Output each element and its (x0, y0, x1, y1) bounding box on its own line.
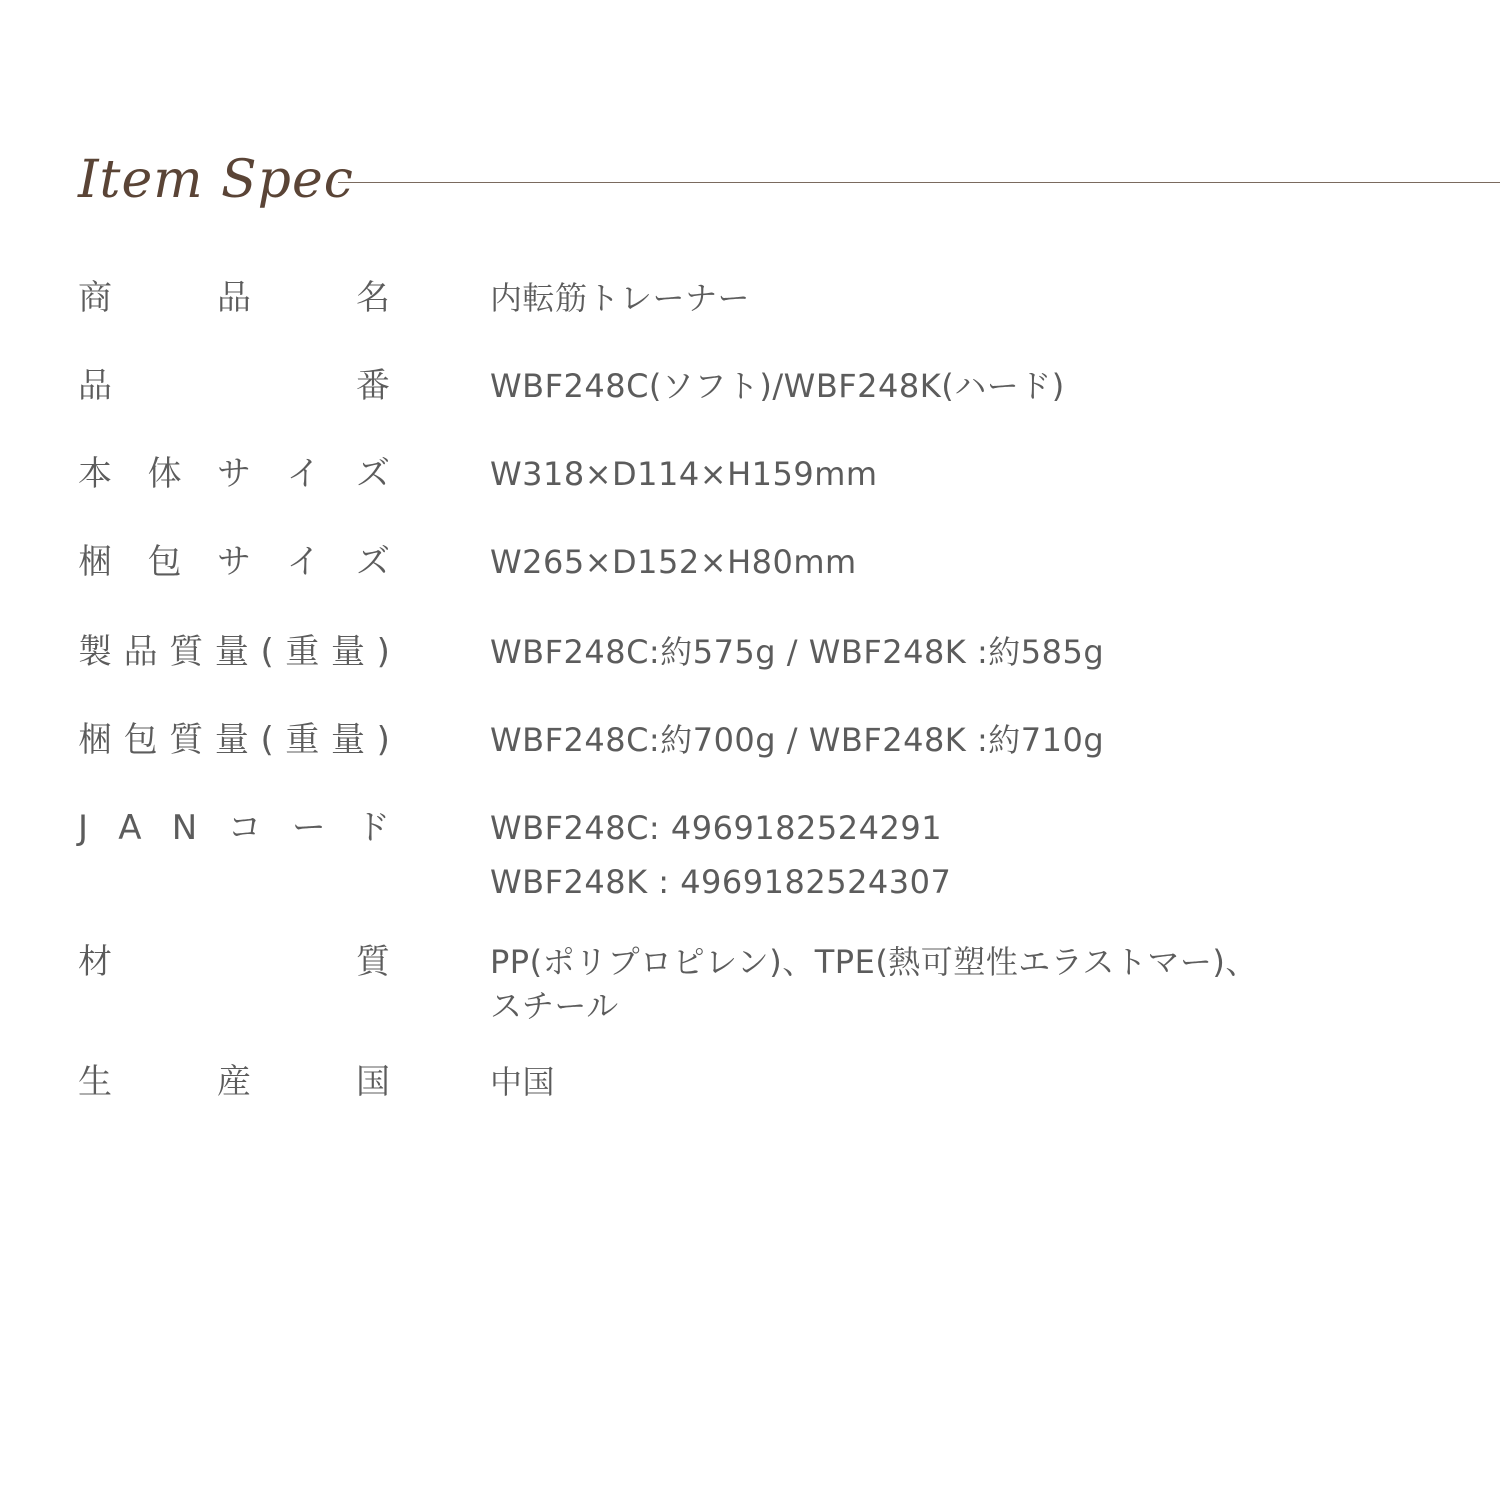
spec-label (78, 940, 390, 984)
spec-value (490, 718, 1410, 762)
spec-label (78, 276, 390, 320)
value-line: 内転筋トレーナー (490, 279, 751, 317)
label-char: 梱 (78, 720, 112, 760)
label-char: サ (217, 454, 251, 494)
label-char: 包 (123, 720, 158, 760)
label-char: 品 (123, 632, 158, 672)
label-char: 量 (331, 632, 366, 672)
value-line: PP(ポリプロピレン)、TPE(熱可塑性エラストマー)、 (490, 943, 1258, 981)
spec-label (78, 1060, 390, 1104)
label-char: イ (286, 454, 321, 494)
section-heading (78, 140, 1500, 220)
label-char: ( (260, 632, 274, 672)
spec-label (78, 540, 390, 584)
spec-label (78, 630, 390, 674)
label-char: 重 (285, 632, 320, 672)
label-char: 質 (169, 632, 204, 672)
label-char: 包 (147, 542, 182, 582)
label-char: ド (355, 808, 390, 848)
value-line: WBF248C(ソフト)/WBF248K(ハード) (490, 367, 1065, 405)
label-char: イ (286, 542, 321, 582)
label-char: 材 (78, 942, 112, 982)
spec-value (490, 540, 1410, 584)
label-char: 製 (78, 632, 112, 672)
label-char: 生 (78, 1062, 112, 1102)
label-char: 産 (217, 1062, 251, 1102)
label-char: コ (227, 808, 262, 848)
value-line: WBF248C:約700g / WBF248K :約710g (490, 721, 1105, 759)
spec-value (490, 806, 1410, 904)
label-char: 質 (169, 720, 204, 760)
spec-value (490, 276, 1410, 320)
label-char: 国 (356, 1062, 390, 1102)
label-char: 商 (78, 278, 112, 318)
spec-value (490, 630, 1410, 674)
value-line: WBF248C:約575g / WBF248K :約585g (490, 633, 1105, 671)
value-line: W265×D152×H80mm (490, 543, 857, 581)
label-char: 量 (331, 720, 366, 760)
spec-label (78, 806, 390, 850)
label-char: 体 (147, 454, 182, 494)
value-line: WBF248K : 4969182524307 (490, 863, 952, 901)
value-line: WBF248C: 4969182524291 (490, 809, 943, 847)
label-char: J (78, 808, 89, 848)
label-char: 重 (285, 720, 320, 760)
label-char: ( (260, 720, 274, 760)
label-char: 量 (214, 720, 249, 760)
label-char: サ (217, 542, 251, 582)
label-char: 質 (356, 942, 390, 982)
label-char: 名 (356, 278, 390, 318)
spec-value (490, 364, 1410, 408)
label-char: 量 (214, 632, 249, 672)
label-char: A (118, 808, 142, 848)
label-char: 番 (356, 366, 390, 406)
heading-title: Item Spec (78, 150, 354, 210)
value-line: スチール (490, 987, 619, 1025)
spec-value (490, 452, 1410, 496)
value-line: 中国 (490, 1063, 556, 1101)
label-char: 品 (217, 278, 251, 318)
value-line: W318×D114×H159mm (490, 455, 878, 493)
label-char: ズ (356, 542, 390, 582)
label-char: ー (291, 808, 326, 848)
label-char: N (171, 808, 198, 848)
spec-label (78, 718, 390, 762)
spec-value (490, 1060, 1410, 1104)
label-char: 梱 (78, 542, 112, 582)
label-char: ) (376, 720, 390, 760)
label-char: 本 (78, 454, 112, 494)
label-char: ) (376, 632, 390, 672)
label-char: 品 (78, 366, 112, 406)
heading-divider (338, 182, 1500, 183)
spec-label (78, 364, 390, 408)
label-char: ズ (356, 454, 390, 494)
spec-value (490, 940, 1410, 1028)
spec-label (78, 452, 390, 496)
